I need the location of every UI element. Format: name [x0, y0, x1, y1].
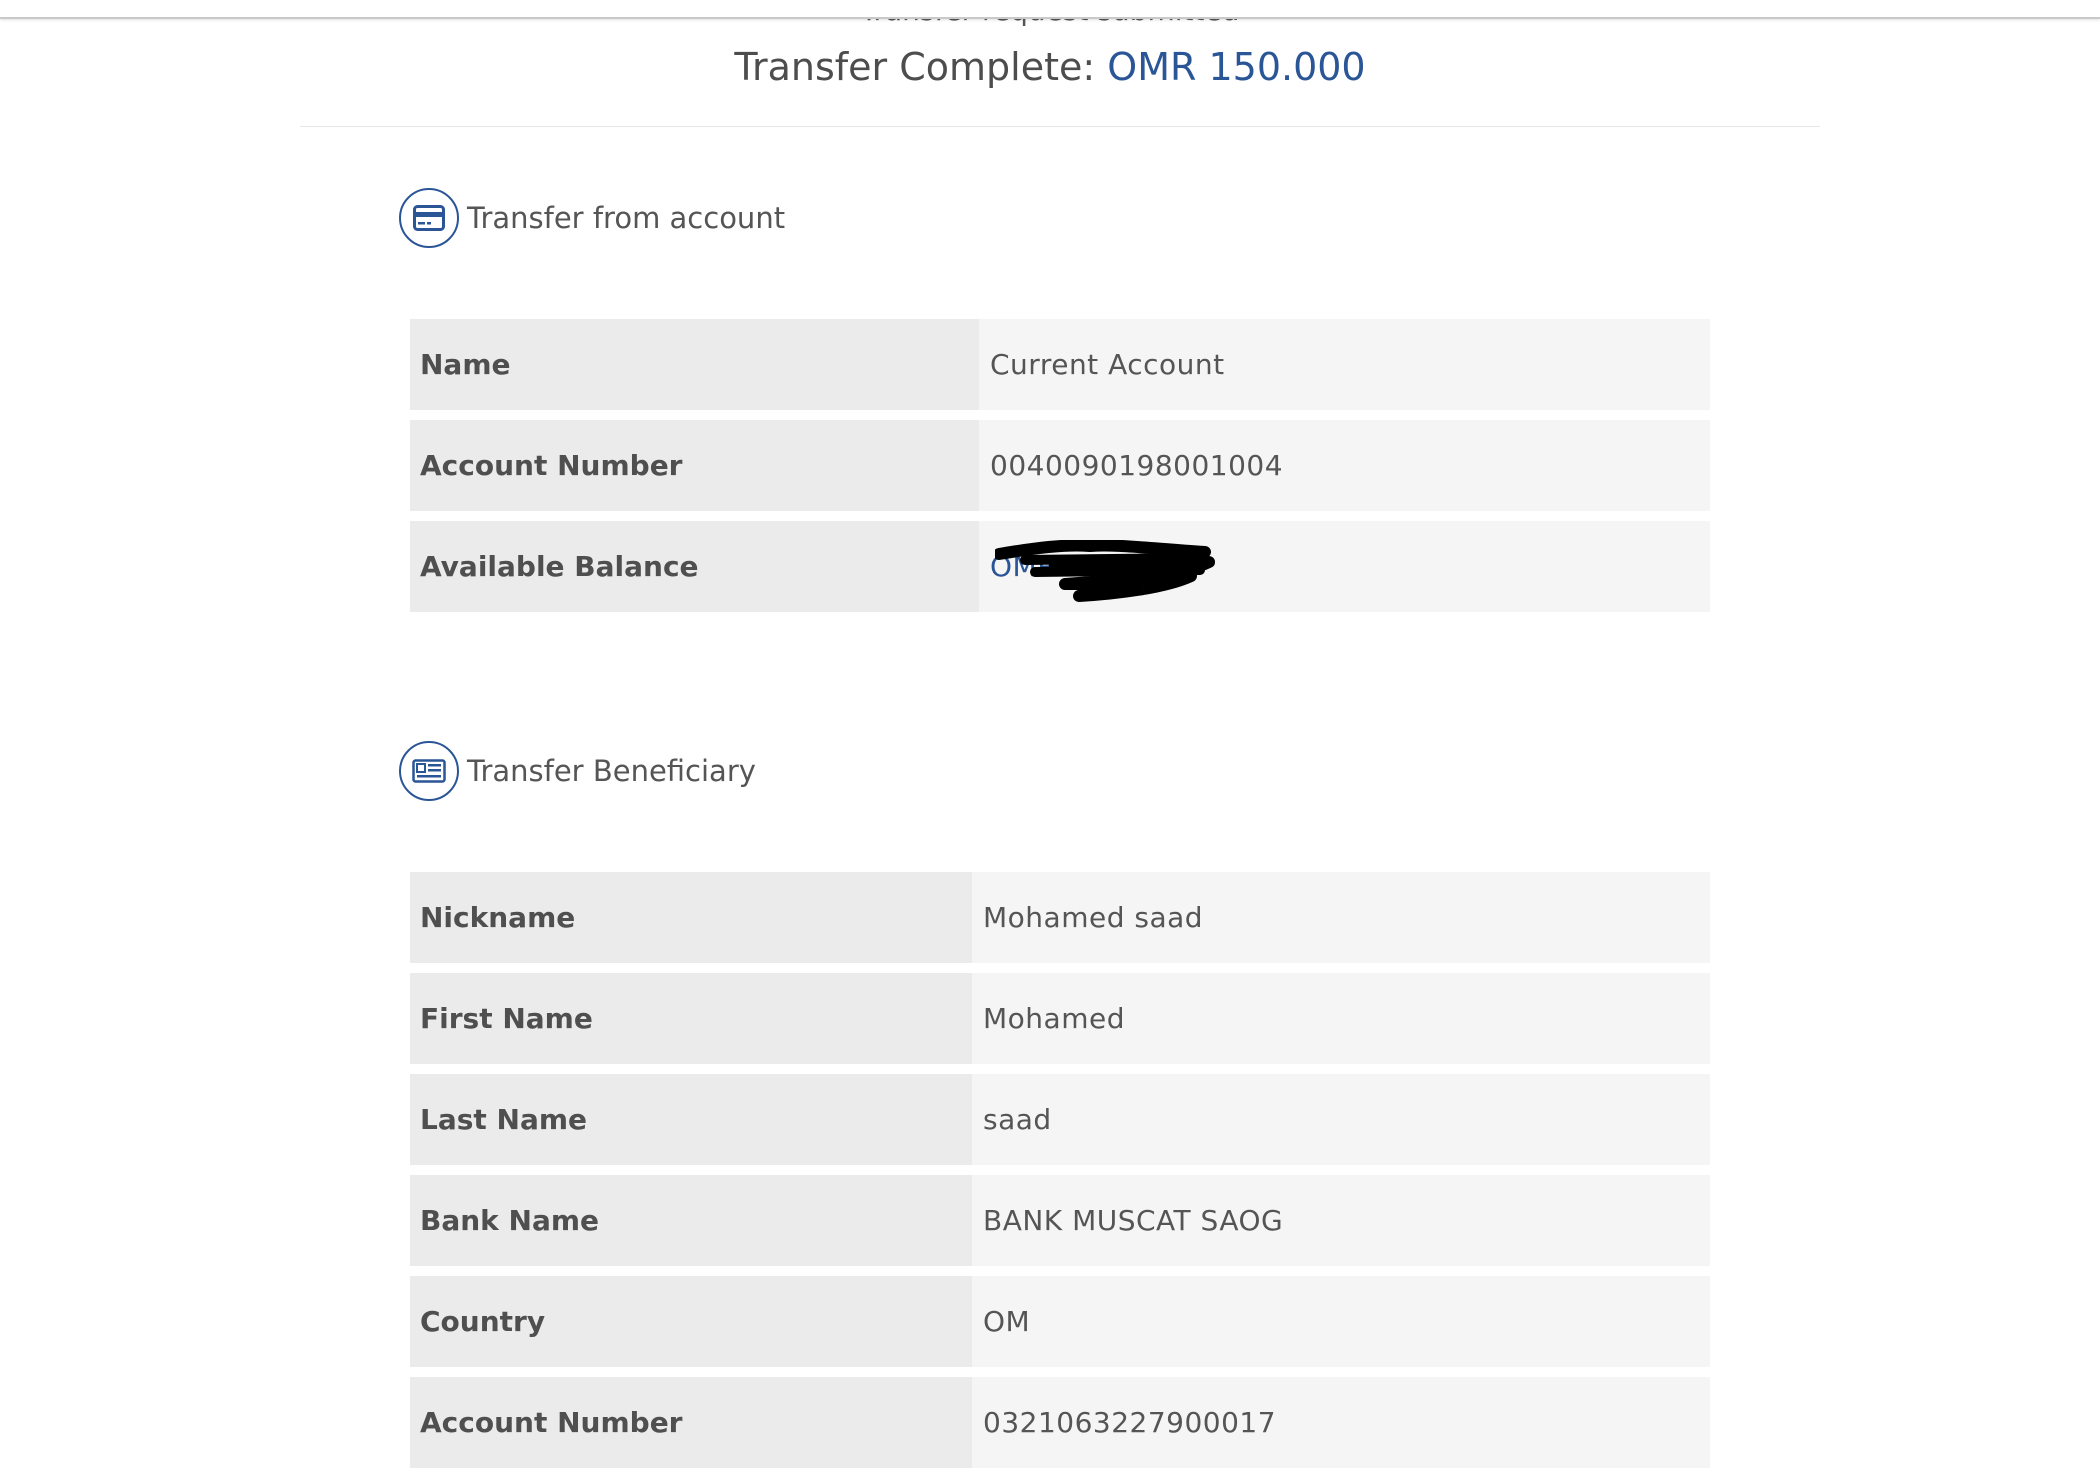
id-card-icon [399, 741, 459, 801]
section-header-beneficiary [399, 740, 756, 802]
row-value: 0321063227900017 [972, 1377, 1710, 1468]
row-value: OM [972, 1276, 1710, 1367]
row-label: Account Number [410, 1377, 972, 1468]
section-header-from-account [399, 187, 785, 249]
header-divider [300, 126, 1820, 127]
title-prefix: Transfer Complete: [734, 45, 1108, 89]
row-label: Last Name [410, 1074, 972, 1165]
beneficiary-table [410, 872, 1710, 1478]
row-label: Name [410, 319, 979, 410]
credit-card-icon [399, 188, 459, 248]
row-label: Account Number [410, 420, 979, 511]
row-label: Nickname [410, 872, 972, 963]
table-row [410, 872, 1710, 963]
top-bar [0, 0, 2100, 19]
transfer-amount: OMR 150.000 [1107, 45, 1366, 89]
row-value: BANK MUSCAT SAOG [972, 1175, 1710, 1266]
row-value: Mohamed [972, 973, 1710, 1064]
row-value: saad [972, 1074, 1710, 1165]
row-label: Bank Name [410, 1175, 972, 1266]
row-value: 0040090198001004 [979, 420, 1710, 511]
available-balance-value: OMR [979, 521, 1710, 612]
table-row [410, 420, 1710, 511]
redaction-scribble [995, 540, 1217, 602]
row-label: Available Balance [410, 521, 979, 612]
table-row [410, 1175, 1710, 1266]
table-row [410, 319, 1710, 410]
section-title-beneficiary: Transfer Beneficiary [467, 754, 756, 788]
table-row [410, 1074, 1710, 1165]
row-label: Country [410, 1276, 972, 1367]
row-value: Current Account [979, 319, 1710, 410]
page-title [0, 42, 2100, 92]
section-title-from-account: Transfer from account [467, 201, 786, 235]
table-row [410, 1377, 1710, 1468]
table-row [410, 1276, 1710, 1367]
row-label: First Name [410, 973, 972, 1064]
row-value: Mohamed saad [972, 872, 1710, 963]
table-row [410, 973, 1710, 1064]
